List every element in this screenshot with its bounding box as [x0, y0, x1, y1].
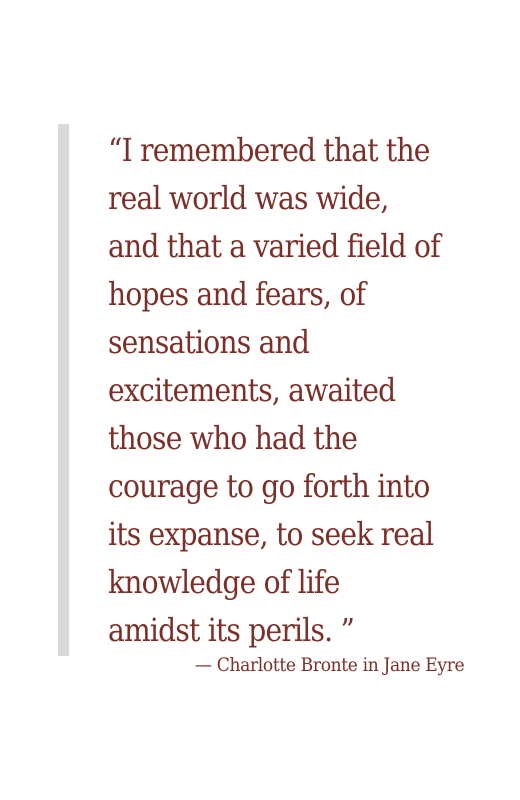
quote-line: those who had the [108, 419, 358, 457]
quote-line: its expanse, to seek real [108, 515, 434, 553]
quote-line: excitements, awaited [108, 371, 396, 409]
quote-line: and that a varied field of [108, 227, 440, 265]
quote-bar [58, 124, 69, 656]
quote-attribution: — Charlotte Bronte in Jane Eyre [194, 654, 464, 676]
quote-body [108, 126, 508, 654]
quote-line: sensations and [108, 323, 310, 361]
quote-line: knowledge of life [108, 563, 340, 601]
quote-line: “I remembered that the [108, 131, 430, 169]
quote-line: real world was wide, [108, 179, 389, 217]
quote-line: amidst its perils. ” [108, 611, 355, 649]
quote-line: courage to go forth into [108, 467, 430, 505]
quote-line: hopes and fears, of [108, 275, 366, 313]
